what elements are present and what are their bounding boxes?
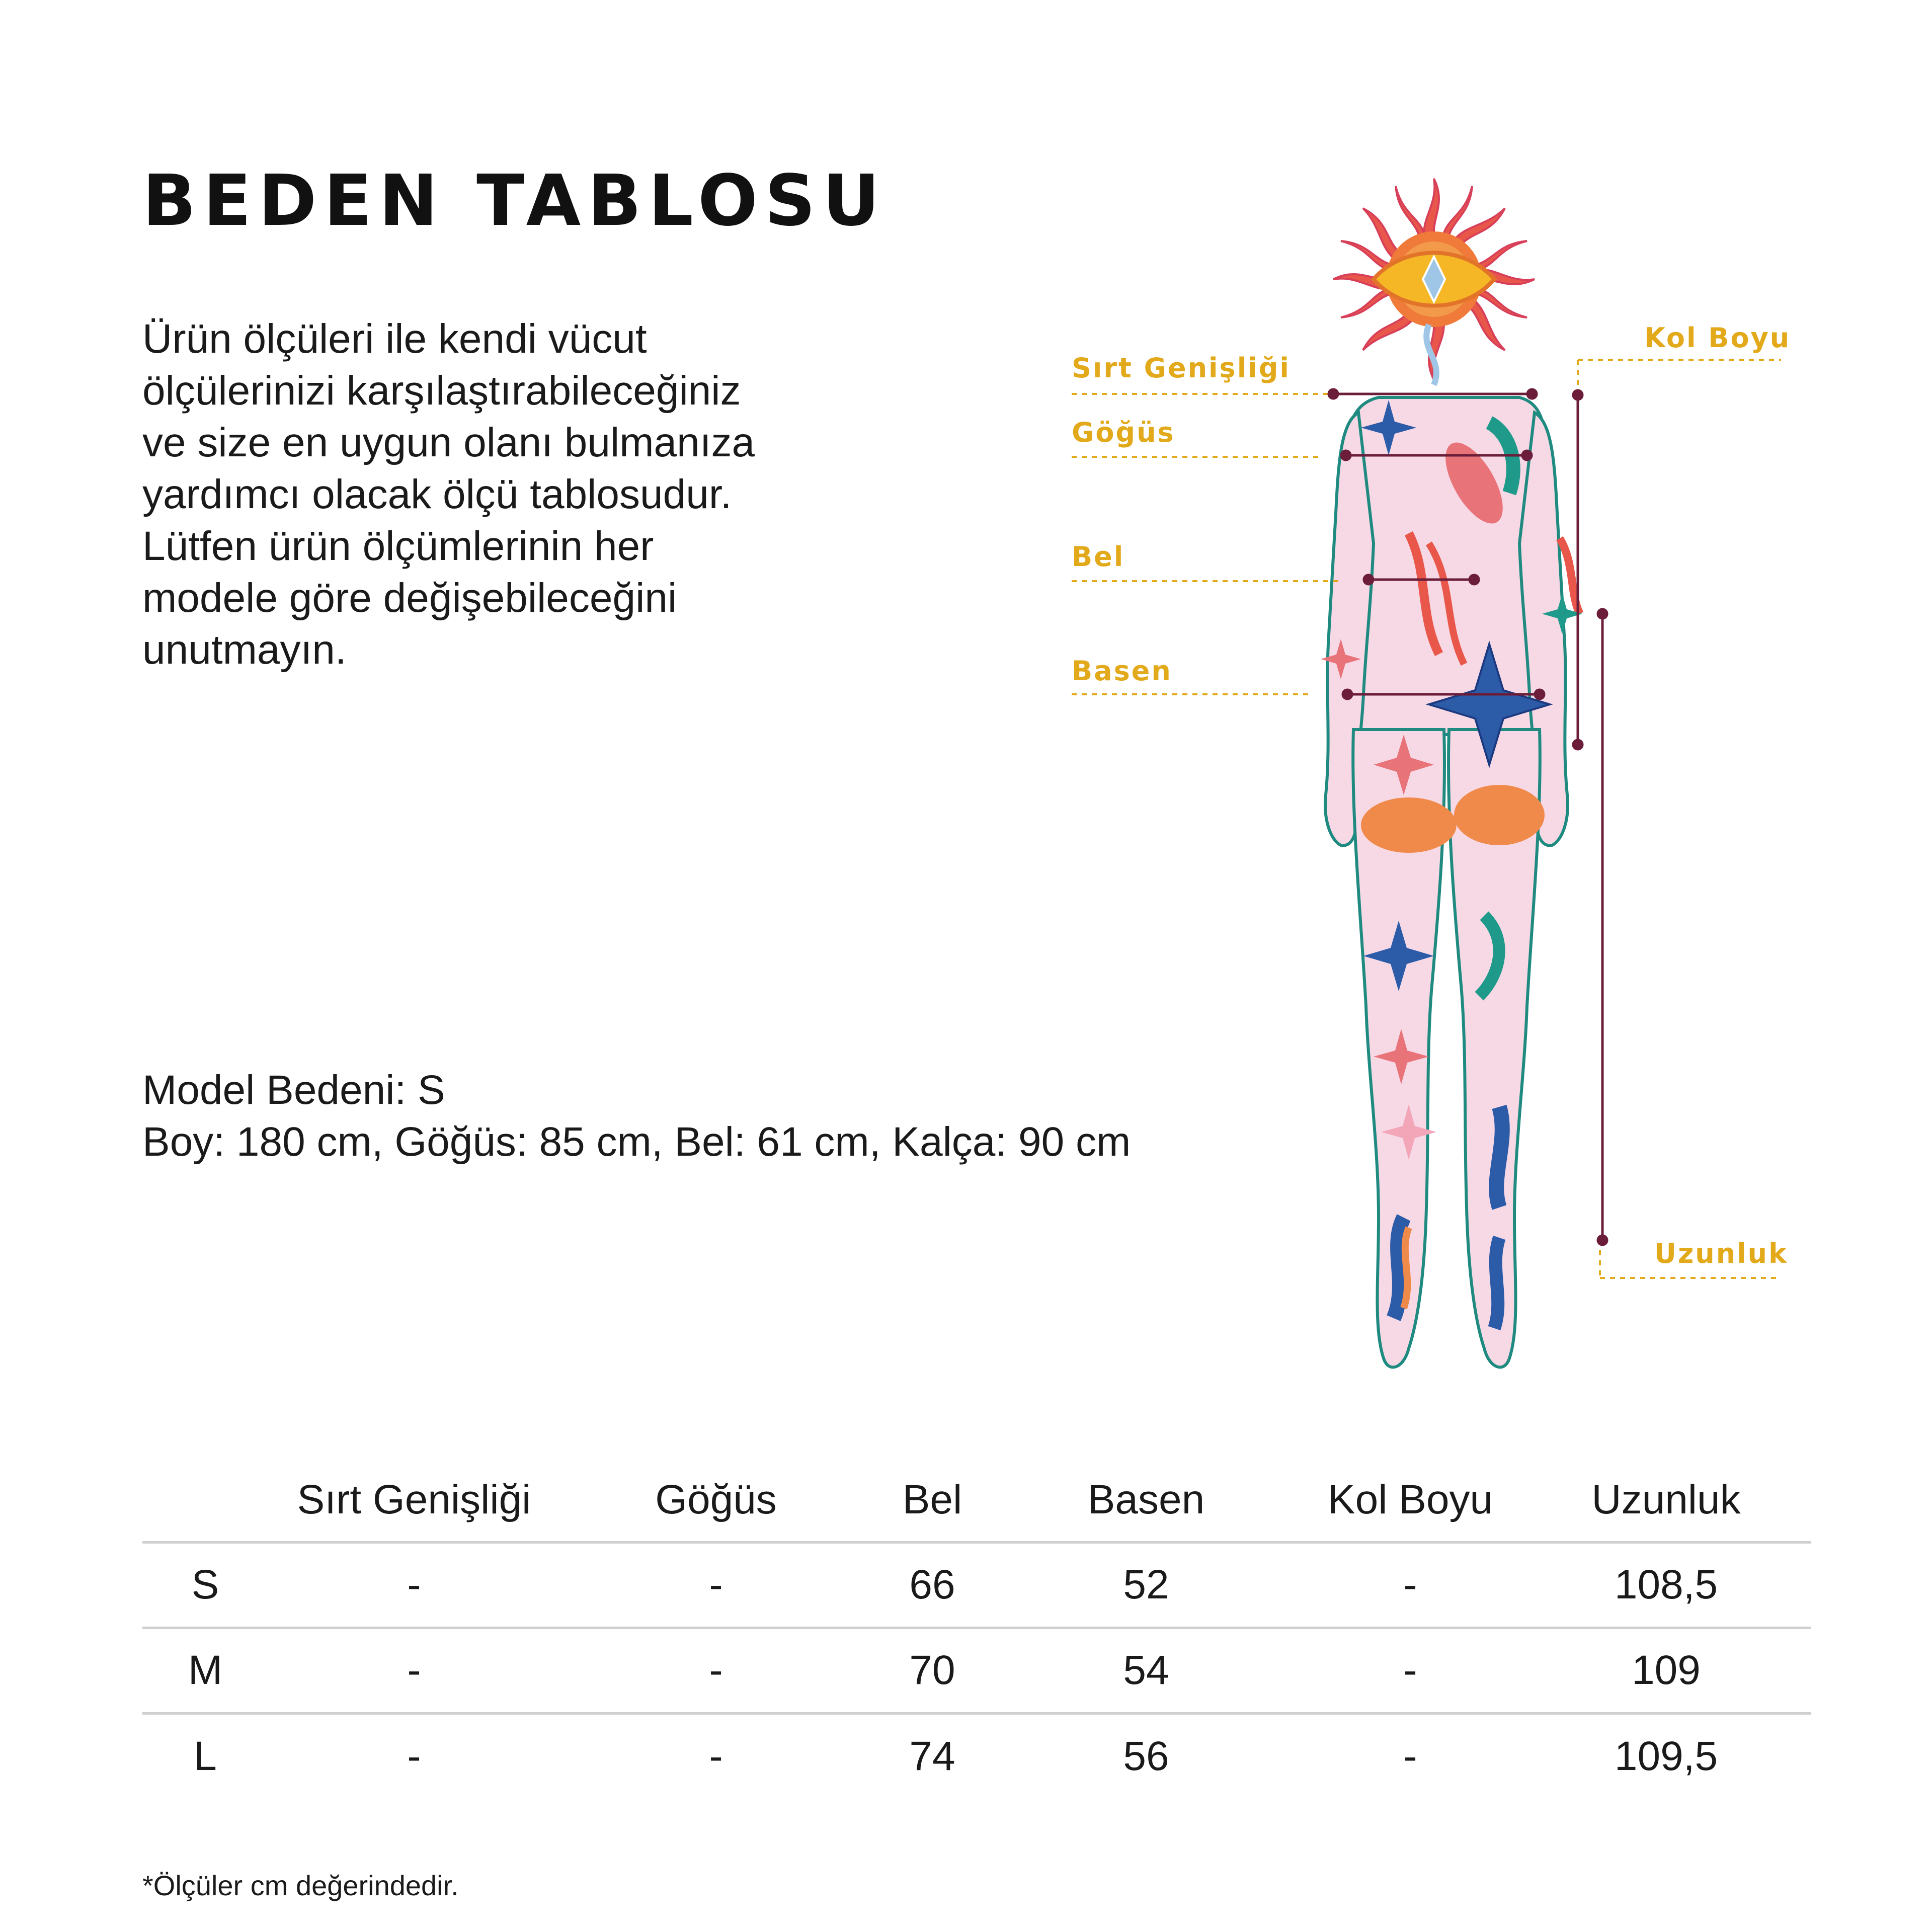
table-cell: - [1403, 1733, 1417, 1780]
size-cell: S [142, 1542, 268, 1628]
table-row [142, 1628, 1811, 1713]
table-row [142, 1542, 1811, 1628]
table-cell: - [268, 1628, 560, 1713]
table-cell: - [268, 1542, 560, 1628]
table-row [142, 1713, 1811, 1799]
table-cell: 54 [993, 1628, 1300, 1713]
column-header: Kol Boyu [1300, 1459, 1521, 1542]
table-cell: 52 [993, 1542, 1300, 1628]
size-cell: L [194, 1733, 217, 1780]
label-uzunluk: Uzunluk [1654, 1238, 1789, 1269]
table-cell: - [560, 1628, 872, 1713]
size-cell: M [142, 1628, 268, 1713]
column-header: Bel [872, 1459, 993, 1542]
table-cell: 109,5 [1614, 1733, 1718, 1780]
label-bel: Bel [1072, 541, 1125, 573]
model-size: Model Bedeni: S [142, 1067, 445, 1113]
footnote: *Ölçüler cm değerindedir. [142, 1870, 459, 1901]
body-silhouette [1325, 397, 1568, 1367]
label-sirt: Sırt Genişliği [1072, 352, 1291, 384]
model-measurements: Boy: 180 cm, Göğüs: 85 cm, Bel: 61 cm, Kalça: 90 cm [142, 1119, 1131, 1165]
table-cell: - [560, 1542, 872, 1628]
label-gogus: Göğüs [1072, 417, 1175, 448]
table-cell: - [709, 1733, 723, 1780]
sun-head-icon [1333, 179, 1535, 385]
page-title: BEDEN TABLOSU [142, 160, 887, 242]
intro-line: modele göre değişebileceğini [142, 575, 677, 621]
body-diagram [1057, 161, 1862, 1394]
table-cell: 108,5 [1521, 1542, 1811, 1628]
intro-line: yardımcı olacak ölçü tablosudur. [142, 471, 732, 517]
table-cell: - [1300, 1542, 1521, 1628]
label-kol-boyu: Kol Boyu [1644, 322, 1791, 354]
intro-line: ölçülerinizi karşılaştırabileceğiniz [142, 368, 741, 414]
table-cell: 56 [1123, 1733, 1169, 1780]
column-header: Göğüs [560, 1459, 872, 1542]
intro-line: Ürün ölçüleri ile kendi vücut [142, 316, 647, 362]
table-cell: - [1300, 1628, 1521, 1713]
table-cell: 74 [909, 1733, 955, 1780]
table-cell: 66 [872, 1542, 993, 1628]
column-header: Basen [993, 1459, 1300, 1542]
intro-line: Lütfen ürün ölçümlerinin her [142, 523, 654, 569]
intro-text [142, 313, 872, 676]
intro-line: unutmayın. [142, 627, 347, 673]
size-table [142, 1459, 1811, 1799]
column-header: Uzunluk [1521, 1459, 1811, 1542]
table-cell: - [407, 1733, 421, 1780]
intro-line: ve size en uygun olanı bulmanıza [142, 420, 755, 465]
table-cell: 109 [1521, 1628, 1811, 1713]
column-header [142, 1459, 268, 1542]
column-header: Sırt Genişliği [268, 1459, 560, 1542]
label-basen: Basen [1072, 655, 1172, 687]
table-header-row [142, 1459, 1811, 1542]
table-cell: 70 [872, 1628, 993, 1713]
